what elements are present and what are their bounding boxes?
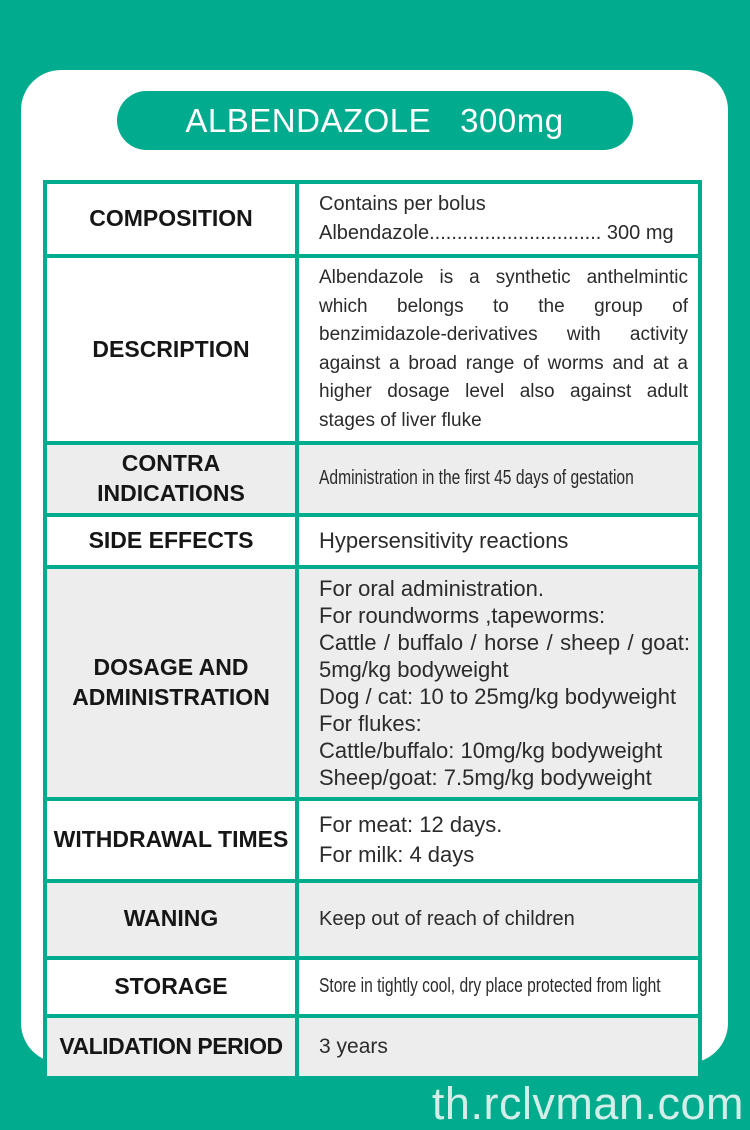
dosage-line-2: For roundworms ,tapeworms: (319, 602, 606, 628)
row-label-storage: STORAGE (47, 960, 299, 1014)
table-row-contra-indications (47, 441, 698, 513)
row-label-description: DESCRIPTION (47, 258, 299, 441)
side-effects-line-1: Hypersensitivity reactions (319, 528, 569, 554)
waning-line-1: Keep out of reach of children (319, 907, 575, 930)
row-label-withdrawal-times: WITHDRAWAL TIMES (47, 801, 299, 879)
dosage-line-4: Dog / cat: 10 to 25mg/kg bodyweight (319, 683, 677, 709)
dosage-line-6: Cattle/buffalo: 10mg/kg bodyweight (319, 737, 663, 763)
title-pill (117, 91, 633, 150)
table-row-validation-period (47, 1014, 698, 1076)
row-content-composition (299, 184, 698, 254)
row-content-description (299, 258, 698, 441)
row-content-contra-indications (299, 445, 698, 513)
row-label-validation-period: VALIDATION PERIOD (47, 1018, 299, 1076)
table-row-dosage-administration (47, 565, 698, 797)
dosage-line-1: For oral administration. (319, 575, 544, 601)
dosage-line-5: For flukes: (319, 710, 422, 736)
info-table (43, 180, 702, 1080)
row-label-dosage-administration: DOSAGE AND ADMINISTRATION (47, 569, 299, 797)
watermark-text: th.rclvman.com (431, 1078, 744, 1129)
row-label-composition: COMPOSITION (47, 184, 299, 254)
validation-period-line-1: 3 years (319, 1035, 388, 1059)
dosage-line-7: Sheep/goat: 7.5mg/kg bodyweight (319, 764, 652, 790)
description-paragraph: Albendazole is a synthetic anthelmintic which belongs to the group of benzimidazole-derivatives with activity against a broad range of worms and at a higher dosage level also against adult stages of liver fluke (319, 267, 688, 431)
row-label-side-effects: SIDE EFFECTS (47, 517, 299, 565)
withdrawal-line-2: For milk: 4 days (319, 841, 475, 867)
row-label-contra-indications: CONTRA INDICATIONS (47, 445, 299, 513)
row-label-waning: WANING (47, 883, 299, 956)
table-row-composition (47, 184, 698, 254)
product-card (21, 70, 728, 1063)
table-row-description (47, 254, 698, 441)
row-content-withdrawal-times (299, 801, 698, 879)
table-row-storage (47, 956, 698, 1014)
composition-line-2: Albendazole............................... 300 mg (319, 222, 674, 244)
contra-indications-line-1: Administration in the first 45 days of gestation (319, 467, 634, 490)
dosage-line-3: Cattle / buffalo / horse / sheep / goat: 5mg/kg bodyweight (319, 629, 690, 682)
row-content-side-effects (299, 517, 698, 565)
row-content-storage (299, 960, 698, 1014)
product-title: ALBENDAZOLE 300mg (185, 101, 564, 139)
table-row-waning (47, 879, 698, 956)
row-content-validation-period (299, 1018, 698, 1076)
table-row-side-effects (47, 513, 698, 565)
withdrawal-line-1: For meat: 12 days. (319, 811, 503, 837)
storage-line-1: Store in tightly cool, dry place protected from light (319, 975, 661, 998)
row-content-dosage-administration (299, 569, 698, 797)
table-row-withdrawal-times (47, 797, 698, 879)
composition-line-1: Contains per bolus (319, 193, 486, 215)
row-content-waning (299, 883, 698, 956)
